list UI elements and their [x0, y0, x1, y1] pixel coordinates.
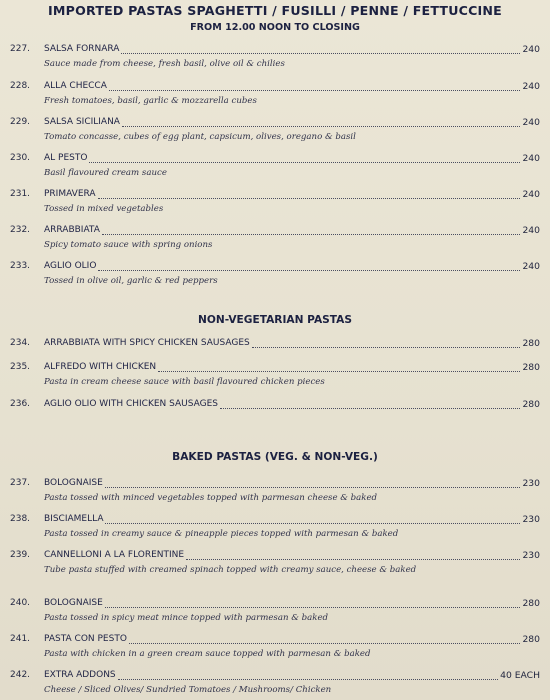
item-description: Spicy tomato sauce with spring onions	[44, 240, 213, 250]
leader-dots	[121, 53, 520, 54]
item-description: Cheese / Sliced Olives/ Sundried Tomatoes / Mushrooms/ Chicken	[44, 685, 332, 695]
item-price: 230	[522, 514, 540, 525]
item-description: Pasta with chicken in a green cream sauce topped with parmesan & baked	[44, 649, 371, 659]
item-name: CANNELLONI A LA FLORENTINE	[44, 550, 185, 560]
menu-item	[0, 117, 550, 142]
leader-dots	[105, 607, 520, 608]
menu-item	[0, 189, 550, 214]
item-description: Pasta tossed with minced vegetables topped with parmesan cheese & baked	[44, 493, 378, 503]
leader-dots	[105, 523, 520, 524]
menu-item	[0, 478, 550, 503]
item-name: SALSA FORNARA	[44, 44, 120, 54]
item-price: 240	[522, 189, 540, 200]
leader-dots	[186, 559, 520, 560]
leader-dots	[220, 408, 520, 409]
item-price: 240	[522, 117, 540, 128]
item-number: 232.	[10, 225, 31, 235]
item-description: Basil flavoured cream sauce	[44, 168, 167, 178]
item-description: Tube pasta stuffed with creamed spinach topped with creamy sauce, cheese & baked	[44, 565, 417, 575]
item-price: 280	[522, 338, 540, 349]
leader-dots	[102, 234, 520, 235]
menu-item	[0, 225, 550, 250]
item-name: AL PESTO	[44, 153, 88, 163]
item-name: ARRABBIATA WITH SPICY CHICKEN SAUSAGES	[44, 338, 250, 348]
item-description: Tossed in mixed vegetables	[44, 204, 164, 214]
menu-item	[0, 81, 550, 106]
menu-item	[0, 514, 550, 539]
item-number: 233.	[10, 261, 31, 271]
item-number: 237.	[10, 478, 31, 488]
item-number: 239.	[10, 550, 31, 560]
item-description: Pasta in cream cheese sauce with basil flavoured chicken pieces	[44, 377, 325, 387]
item-price: 40 EACH	[500, 670, 540, 681]
menu-item	[0, 634, 550, 659]
item-name: BOLOGNAISE	[44, 598, 103, 608]
item-name: AGLIO OLIO	[44, 261, 97, 271]
menu-item	[0, 153, 550, 178]
leader-dots	[98, 270, 520, 271]
menu-title: IMPORTED PASTAS SPAGHETTI / FUSILLI / PENNE / FETTUCCINE	[48, 3, 502, 18]
item-number: 235.	[10, 362, 31, 372]
leader-dots	[252, 347, 520, 348]
leader-dots	[109, 90, 520, 91]
item-name: BOLOGNAISE	[44, 478, 103, 488]
menu-item	[0, 261, 550, 286]
item-name: PRIMAVERA	[44, 189, 96, 199]
item-name: AGLIO OLIO WITH CHICKEN SAUSAGES	[44, 399, 219, 409]
section-title-non-veg: NON-VEGETARIAN PASTAS	[197, 314, 353, 326]
item-description: Sauce made from cheese, fresh basil, olive oil & chilies	[44, 59, 285, 69]
item-name: PASTA CON PESTO	[44, 634, 127, 644]
item-number: 228.	[10, 81, 31, 91]
menu-subtitle: FROM 12.00 NOON TO CLOSING	[190, 22, 360, 33]
leader-dots	[98, 198, 520, 199]
leader-dots	[89, 162, 520, 163]
item-number: 230.	[10, 153, 31, 163]
item-name: EXTRA ADDONS	[44, 670, 116, 680]
item-number: 236.	[10, 399, 31, 409]
item-name: ALFREDO WITH CHICKEN	[44, 362, 157, 372]
menu-item	[0, 550, 550, 575]
leader-dots	[105, 487, 520, 488]
menu-item	[0, 338, 550, 352]
menu-item	[0, 399, 550, 413]
menu-item	[0, 598, 550, 623]
item-number: 241.	[10, 634, 31, 644]
item-price: 240	[522, 153, 540, 164]
leader-dots	[122, 126, 520, 127]
item-price: 230	[522, 478, 540, 489]
item-description: Pasta tossed in spicy meat mince topped with parmesan & baked	[44, 613, 329, 623]
item-description: Tomato concasse, cubes of egg plant, capsicum, olives, oregano & basil	[44, 132, 356, 142]
menu-item	[0, 670, 550, 695]
item-number: 242.	[10, 670, 31, 680]
item-price: 280	[522, 634, 540, 645]
item-price: 280	[522, 399, 540, 410]
leader-dots	[158, 371, 520, 372]
item-description: Tossed in olive oil, garlic & red peppers	[44, 276, 218, 286]
item-number: 229.	[10, 117, 31, 127]
item-price: 280	[522, 362, 540, 373]
item-price: 240	[522, 44, 540, 55]
section-title-baked: BAKED PASTAS (VEG. & NON-VEG.)	[172, 451, 378, 463]
item-price: 230	[522, 550, 540, 561]
item-description: Fresh tomatoes, basil, garlic & mozzarella cubes	[44, 96, 257, 106]
menu-item	[0, 44, 550, 69]
item-price: 280	[522, 598, 540, 609]
item-price: 240	[522, 81, 540, 92]
item-name: SALSA SICILIANA	[44, 117, 120, 127]
item-price: 240	[522, 261, 540, 272]
item-price: 240	[522, 225, 540, 236]
item-name: ALLA CHECCA	[44, 81, 107, 91]
item-number: 231.	[10, 189, 31, 199]
menu-item	[0, 362, 550, 387]
item-number: 238.	[10, 514, 31, 524]
item-number: 227.	[10, 44, 31, 54]
item-description: Pasta tossed in creamy sauce & pineapple pieces topped with parmesan & baked	[44, 529, 399, 539]
leader-dots	[118, 679, 498, 680]
item-name: ARRABBIATA	[44, 225, 100, 235]
leader-dots	[129, 643, 520, 644]
item-number: 240.	[10, 598, 31, 608]
item-number: 234.	[10, 338, 31, 348]
item-name: BISCIAMELLA	[44, 514, 104, 524]
